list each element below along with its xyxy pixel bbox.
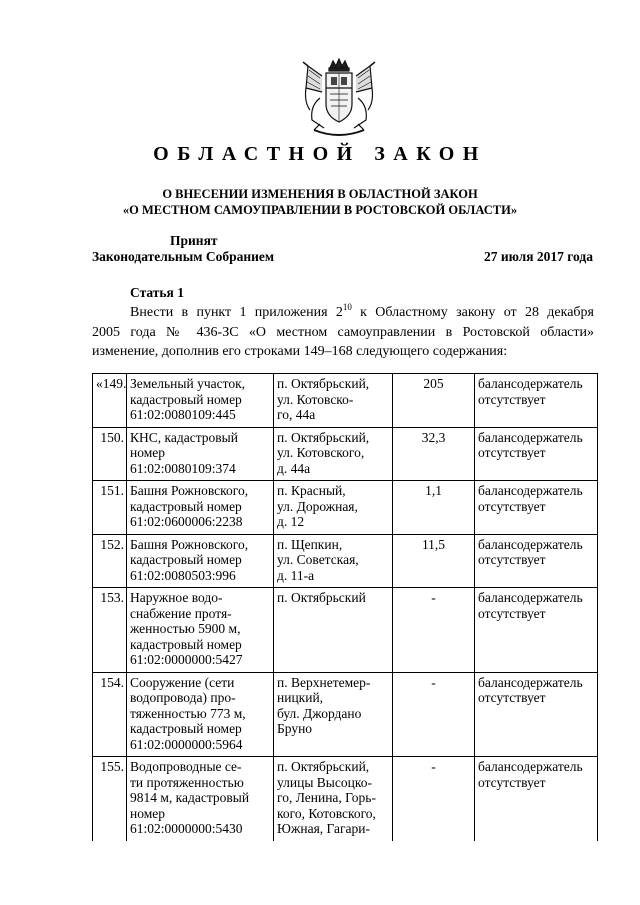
row-number-cell (93, 374, 127, 428)
object-area-cell (393, 534, 475, 588)
object-area: - (431, 759, 436, 774)
holder-status-cell (475, 534, 598, 588)
law-title (0, 186, 640, 218)
object-address-cell (274, 374, 393, 428)
row-number-cell (93, 427, 127, 481)
object-address: п. Красный, ул. Дорожная, д. 12 (277, 483, 358, 529)
holder-status-cell (475, 672, 598, 757)
holder-status-cell (475, 757, 598, 841)
object-address: п. Октябрьский, улицы Высоцко- го, Ленина, Горь- кого, Котовского, Южная, Гагари- (277, 759, 376, 836)
holder-status-cell (475, 588, 598, 673)
object-address-cell (274, 588, 393, 673)
object-area-cell (393, 672, 475, 757)
row-number: 155. (100, 759, 124, 774)
object-address-cell (274, 757, 393, 841)
holder-status: балансодержатель отсутствует (478, 483, 583, 514)
row-number: 151. (100, 483, 124, 498)
article-intro-text (92, 303, 594, 362)
adopted-label: Принят (170, 233, 218, 248)
row-number-cell (93, 534, 127, 588)
object-name-cell (127, 374, 274, 428)
object-address: п. Октябрьский, ул. Котовского, д. 44а (277, 429, 370, 476)
row-number-cell (93, 588, 127, 673)
intro-line-2: 2005 года № 436-ЗС «О местном самоуправлении в Ростовской области» (92, 324, 594, 340)
object-address-cell (274, 672, 393, 757)
row-number-cell (93, 481, 127, 535)
property-table-body (93, 374, 598, 841)
row-number: 152. (100, 536, 124, 552)
row-number: 150. (100, 429, 124, 445)
object-address: п. Октябрьский, ул. Котовско- го, 44а (277, 376, 370, 422)
intro-line-1-end: к Областному закону от 28 декабря (351, 305, 594, 320)
object-name: Водопроводные се- ти протяженностью 9814 м, кадастровый номер 61:02:0000000:5430 (130, 759, 250, 836)
object-area-cell (393, 757, 475, 841)
object-name-cell (127, 427, 274, 481)
object-area: 32,3 (421, 429, 446, 445)
holder-status: балансодержатель отсутствует (478, 590, 583, 621)
intro-line-1 (92, 303, 594, 323)
holder-status-cell (475, 374, 598, 428)
object-address: п. Щепкин, ул. Советская, д. 11-а (277, 536, 359, 583)
table-row (93, 672, 598, 757)
adopted-by-body: Законодательным Собранием (92, 249, 275, 264)
holder-status: балансодержатель отсутствует (478, 376, 583, 407)
table-row (93, 588, 598, 673)
adopted-date: 27 июля 2017 года (484, 249, 593, 264)
holder-status: балансодержатель отсутствует (478, 674, 583, 705)
object-address-cell (274, 481, 393, 535)
holder-status-cell (475, 427, 598, 481)
object-area: 11,5 (421, 536, 446, 552)
object-name: Сооружение (сети водопровода) про- тяженностью 773 м, кадастровый номер 61:02:0000000:5964 (130, 674, 246, 752)
law-title-line-2: «О МЕСТНОМ САМОУПРАВЛЕНИИ В РОСТОВСКОЙ ОБЛАСТИ» (122, 203, 518, 217)
object-area-cell (393, 588, 475, 673)
table-row (93, 481, 598, 535)
object-name: Земельный участок, кадастровый номер 61:02:0080109:445 (130, 376, 246, 422)
object-area: 205 (423, 376, 444, 391)
object-address-cell (274, 534, 393, 588)
row-number-cell (93, 757, 127, 841)
table-row (93, 374, 598, 428)
intro-line-3: изменение, дополнив его строками 149–168 следующего содержания: (92, 344, 508, 359)
table-row (93, 427, 598, 481)
object-name-cell (127, 534, 274, 588)
object-area-cell (393, 481, 475, 535)
object-area: - (431, 674, 436, 690)
object-area-cell (393, 374, 475, 428)
property-table (92, 373, 598, 841)
object-name-cell (127, 757, 274, 841)
object-name: КНС, кадастровый номер 61:02:0080109:374 (130, 429, 238, 476)
object-address-cell (274, 427, 393, 481)
object-address: п. Октябрьский (277, 590, 366, 605)
object-name: Башня Рожновского, кадастровый номер 61:02:0080503:996 (130, 536, 249, 583)
intro-line-1-start: Внести в пункт 1 приложения 2 (130, 305, 343, 320)
article-heading: Статья 1 (130, 285, 184, 300)
table-row (93, 757, 598, 841)
holder-status: балансодержатель отсутствует (478, 536, 583, 567)
holder-status-cell (475, 481, 598, 535)
row-number: «149. (96, 376, 127, 391)
holder-status: балансодержатель отсутствует (478, 759, 583, 790)
row-number: 154. (100, 674, 124, 690)
object-name: Наружное водо- снабжение протя- женностью 5900 м, кадастровый номер 61:02:0000000:5427 (130, 590, 243, 667)
row-number-cell (93, 672, 127, 757)
object-area: - (431, 590, 436, 605)
table-row (93, 534, 598, 588)
object-address: п. Верхнетемер- ницкий, бул. Джордано Бруно (277, 674, 371, 736)
object-name-cell (127, 481, 274, 535)
object-name-cell (127, 588, 274, 673)
law-title-line-1: О ВНЕСЕНИИ ИЗМЕНЕНИЯ В ОБЛАСТНОЙ ЗАКОН (162, 187, 478, 201)
document-type-heading: ОБЛАСТНОЙ ЗАКОН (153, 143, 487, 165)
object-name: Башня Рожновского, кадастровый номер 61:02:0600006:2238 (130, 483, 249, 529)
object-area: 1,1 (425, 483, 442, 498)
row-number: 153. (100, 590, 124, 605)
object-name-cell (127, 672, 274, 757)
object-area-cell (393, 427, 475, 481)
coat-of-arms-icon (300, 58, 378, 142)
holder-status: балансодержатель отсутствует (478, 429, 583, 460)
appendix-superscript: 10 (342, 302, 352, 312)
